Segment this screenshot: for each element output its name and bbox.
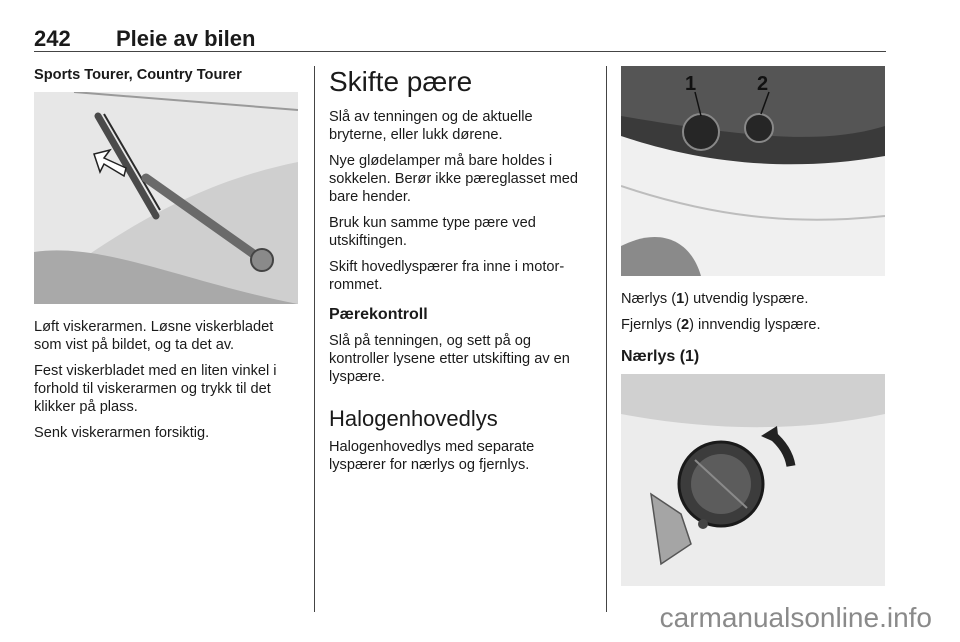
caption-high-beam: Fjernlys (2) innvendig lyspære. [621,317,821,333]
bulb-change-heading: Skifte pære [329,66,473,97]
watermark: carmanualsonline.info [659,602,932,633]
wiper-paragraph-1: Løft viskerarmen. Løsne viskerbladet som vist på bildet, og ta det av. [34,319,274,353]
bulb-paragraph-3: Bruk kun samme type pære ved utskiftingen. [329,215,536,249]
low-beam-cover-illustration [621,374,885,586]
headlamp-illustration [621,66,885,276]
bulb-check-heading: Pærekontroll [329,306,428,323]
figure-label-1: 1 [685,73,697,95]
bulb-paragraph-4: Skift hovedlyspærer fra inne i motor-rommet. [329,259,565,293]
low-beam-heading: Nærlys (1) [621,348,700,365]
halogen-heading: Halogenhovedlys [329,406,498,431]
wiper-paragraph-2: Fest viskerbladet med en liten vinkel i forhold til viskerarmen og trykk til det klikker på plass. [34,363,277,415]
column-divider-2 [606,66,607,612]
page-number: 242 [34,26,71,51]
wiper-illustration [34,92,298,304]
bulb-check-paragraph: Slå på tenningen, og sett på og kontroller lysene etter utskifting av en lyspære. [329,333,570,385]
section-title: Pleie av bilen [116,26,256,51]
bulb-paragraph-2: Nye glødelamper må bare holdes i sokkelen. Berør ikke pæreglasset med bare hender. [329,153,579,205]
column-2 [329,66,593,482]
header-rule [34,51,886,52]
wiper-paragraph-3: Senk viskerarmen forsiktig. [34,425,210,441]
column-3 [621,66,887,586]
bulb-paragraph-1: Slå av tenningen og de aktuelle bryterne, eller lukk dørene. [329,109,533,143]
caption-low-beam: Nærlys (1) utvendig lyspære. [621,291,809,307]
column-divider-1 [314,66,315,612]
column-1 [34,66,300,450]
halogen-paragraph: Halogenhovedlys med separate lyspærer for nærlys og fjernlys. [329,439,535,473]
wiper-subheading: Sports Tourer, Country Tourer [34,67,242,83]
figure-label-2: 2 [757,73,769,95]
